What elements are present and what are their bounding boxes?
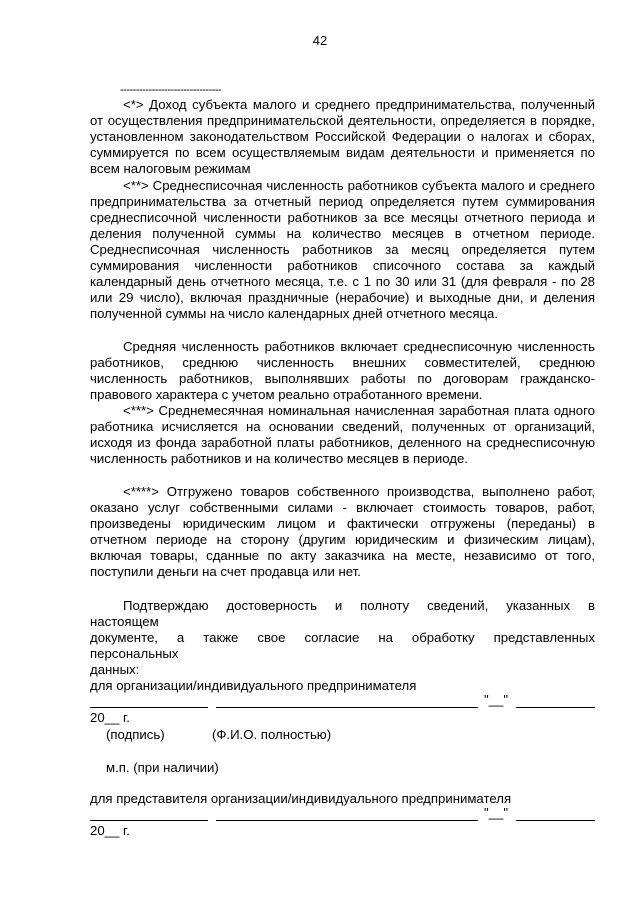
footnote-headcount: <**> Среднесписочная численность работников субъекта малого и среднего предпринимательства за отчетный период определяется путем суммирования среднесписочной численности работников за все месяцы отчетного периода и деления полученной суммы на количество месяцев в отчетном периоде. Среднесписочная численность работников за месяц определяется путем суммирования численности работников списочного состава за каждый календарный день отчетного месяца, т.е. с 1 по 30 или 31 (для февраля - по 28 или 29 число), включая праздничные (нерабочие) и выходные дни, и деления полученной суммы на число календарных дней отчетного месяца.	[90, 178, 595, 322]
footnote-separator: --------------------------------	[120, 84, 222, 96]
org-date-quotes: "__"	[484, 692, 509, 707]
org-heading: для организации/индивидуального предпринимателя	[90, 678, 417, 693]
confirmation-line-5: данных:	[90, 662, 140, 677]
confirmation-line-4: персональных	[90, 646, 179, 661]
fio-label: (Ф.И.О. полностью)	[212, 727, 332, 742]
signature-label: (подпись)	[106, 727, 165, 742]
footnote-salary: <***> Среднемесячная номинальная начисленная заработная плата одного работника исчисляется на основании сведений, полученных от организаций, исходя из фонда заработной платы работников, деленного на среднесписочную численность работников и на количество месяцев в периоде.	[90, 403, 595, 467]
org-signature-field[interactable]	[90, 707, 208, 708]
rep-signature-field[interactable]	[90, 820, 208, 821]
footnote-income: <*> Доход субъекта малого и среднего предпринимательства, полученный от осуществления предпринимательской деятельности, определяется в порядке, установленном законодательством Российской Федерации о налогах и сборах, суммируется по всем осуществляемым видам деятельности и применяется по всем налоговым режимам	[90, 97, 595, 177]
stamp-label: м.п. (при наличии)	[106, 760, 219, 775]
org-date-field[interactable]	[516, 707, 595, 708]
confirmation-line-3: документе, а также свое согласие на обработку представленных	[90, 630, 595, 645]
page-number: 42	[312, 33, 328, 48]
rep-fio-field[interactable]	[216, 820, 478, 821]
footnote-shipped-goods: <****> Отгружено товаров собственного производства, выполнено работ, оказано услуг собственными силами - включает стоимость товаров, работ, произведены юридическим лицом и фактически отгружены (переданы) в отчетном периоде на сторону (другим юридическим и физическим лицам), включая товары, сданные по акту заказчика на месте, независимо от того, поступили деньги на счет продавца или нет.	[90, 484, 595, 580]
org-fio-field[interactable]	[216, 707, 478, 708]
rep-year: 20__ г.	[90, 823, 130, 838]
rep-date-field[interactable]	[516, 820, 595, 821]
footnote-average-headcount: Средняя численность работников включает среднесписочную численность работников, среднюю численность внешних совместителей, среднюю численность работников, выполнявших работы по договорам гражданско-правового характера с учетом реально отработанного времени.	[90, 339, 595, 403]
confirmation-line-1: Подтверждаю достоверность и полноту сведений, указанных в	[123, 598, 595, 613]
org-year: 20__ г.	[90, 710, 130, 725]
rep-heading: для представителя организации/индивидуального предпринимателя	[90, 791, 512, 806]
rep-date-quotes: "__"	[484, 805, 509, 820]
confirmation-line-2: настоящем	[90, 614, 159, 629]
